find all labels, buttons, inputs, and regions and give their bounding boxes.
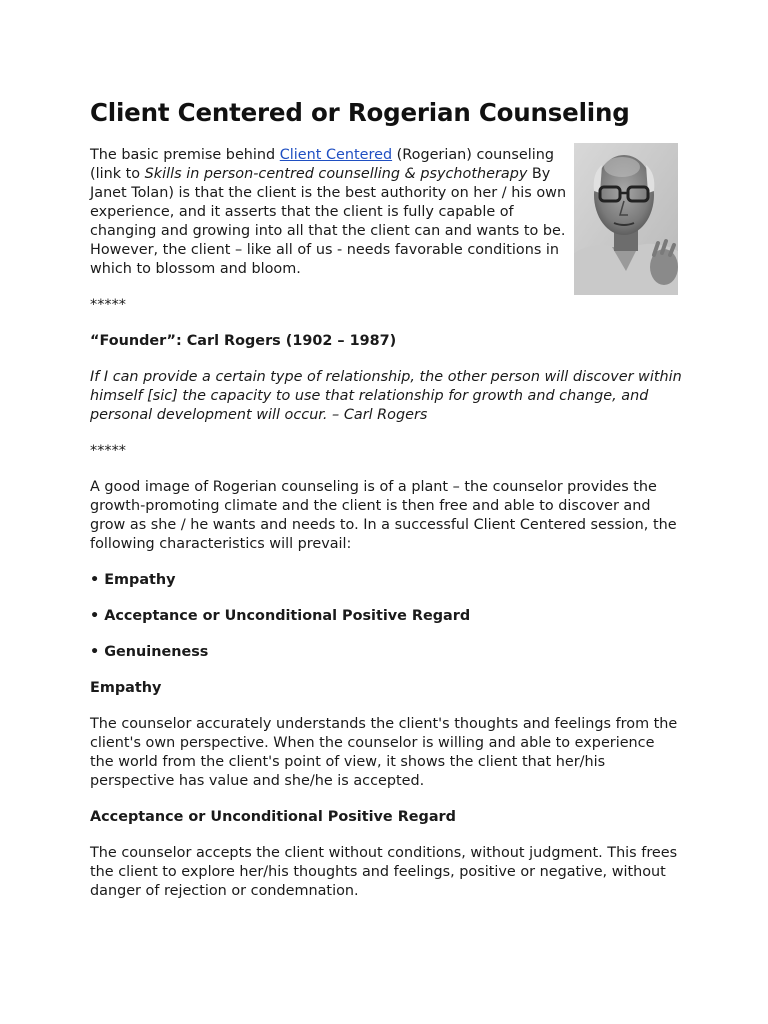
founder-heading: “Founder”: Carl Rogers (1902 – 1987) xyxy=(90,333,397,349)
acceptance-heading: Acceptance or Unconditional Positive Regard xyxy=(90,809,456,825)
page-title: Client Centered or Rogerian Counseling xyxy=(90,98,630,127)
empathy-heading: Empathy xyxy=(90,680,162,696)
intro-text-3: By Janet Tolan) is that the client is the best authority on her / his own experience, and it asserts that the client is fully capable of changing and growing into all that the client can and wants to be. However, the client – like all of us - needs favorable conditions in which to blossom and bloom. xyxy=(90,166,567,277)
intro-text-1: The basic premise behind xyxy=(90,147,280,163)
bullet-genuineness: • Genuineness xyxy=(90,644,209,660)
carl-rogers-quote: If I can provide a certain type of relationship, the other person will discover within himself [sic] the capacity to use that relationship for growth and change, and personal development will occur. – Carl Rogers xyxy=(90,369,682,423)
empathy-paragraph: The counselor accurately understands the client's thoughts and feelings from the client's own perspective. When the counselor is willing and able to experience the world from the client's point of view, it shows the client that her/his perspective has value and she/he is accepted. xyxy=(90,716,678,789)
separator: ***** xyxy=(90,443,126,459)
book-title: Skills in person-centred counselling & psychotherapy xyxy=(144,166,528,182)
intro-section xyxy=(90,146,682,279)
intro-paragraph xyxy=(90,146,574,279)
separator: ***** xyxy=(90,297,126,313)
document-page xyxy=(90,96,682,901)
carl-rogers-portrait xyxy=(574,143,678,295)
intro-text-2: (Rogerian) counseling (link to xyxy=(90,147,555,182)
plant-paragraph: A good image of Rogerian counseling is of a plant – the counselor provides the growth-promoting climate and the client is then free and able to discover and grow as she / he wants and needs to. In a successful Client Centered session, the following characteristics will prevail: xyxy=(90,479,677,552)
client-centered-link[interactable]: Client Centered xyxy=(279,147,393,163)
bullet-acceptance: • Acceptance or Unconditional Positive Regard xyxy=(90,608,471,624)
acceptance-paragraph: The counselor accepts the client without conditions, without judgment. This frees the client to explore her/his thoughts and feelings, positive or negative, without danger of rejection or condemnation. xyxy=(90,845,678,899)
bullet-empathy: • Empathy xyxy=(90,572,176,588)
